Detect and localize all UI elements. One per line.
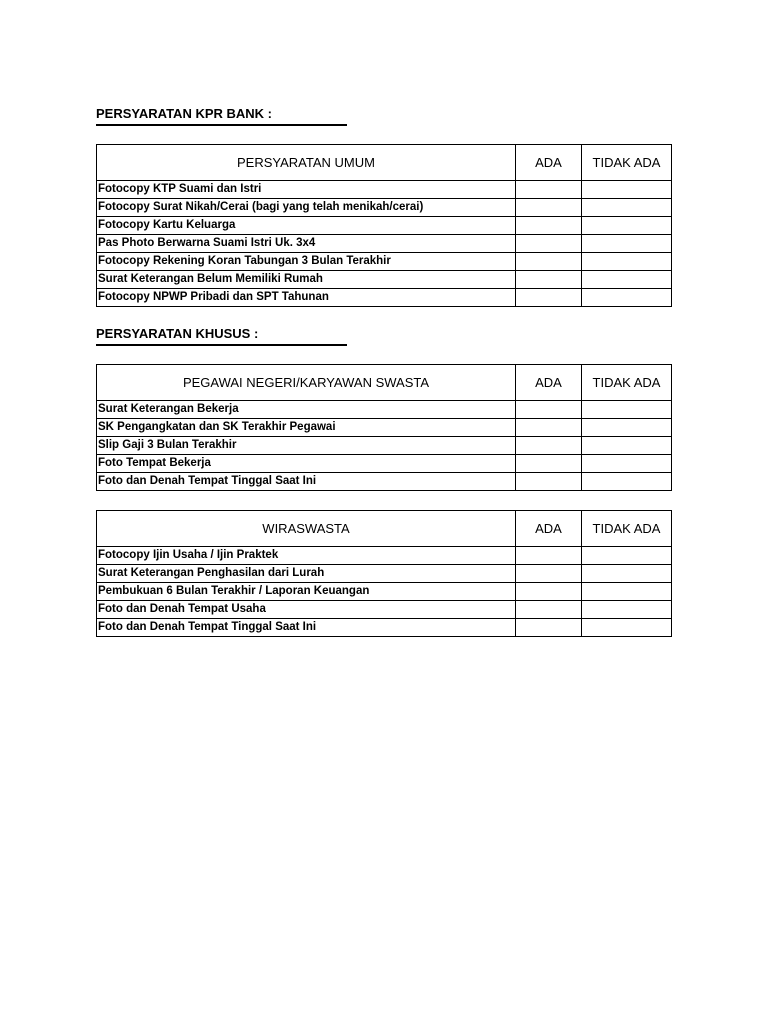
column-header-item: PEGAWAI NEGERI/KARYAWAN SWASTA <box>97 365 516 401</box>
table-row <box>97 401 672 419</box>
table-row <box>97 289 672 307</box>
ada-cell[interactable] <box>516 289 582 307</box>
table-row <box>97 619 672 637</box>
requirement-label: Fotocopy Kartu Keluarga <box>97 217 516 235</box>
table-row <box>97 565 672 583</box>
table-row <box>97 455 672 473</box>
table-row <box>97 253 672 271</box>
tidak-ada-cell[interactable] <box>582 455 672 473</box>
requirement-label: Fotocopy KTP Suami dan Istri <box>97 181 516 199</box>
requirement-label: Fotocopy Rekening Koran Tabungan 3 Bulan Terakhir <box>97 253 516 271</box>
requirement-label: Foto dan Denah Tempat Usaha <box>97 601 516 619</box>
table-row <box>97 437 672 455</box>
tidak-ada-cell[interactable] <box>582 419 672 437</box>
table-pegawai <box>96 364 672 491</box>
column-header-tidak-ada: TIDAK ADA <box>582 145 672 181</box>
ada-cell[interactable] <box>516 547 582 565</box>
ada-cell[interactable] <box>516 455 582 473</box>
ada-cell[interactable] <box>516 419 582 437</box>
requirement-label: Surat Keterangan Belum Memiliki Rumah <box>97 271 516 289</box>
tidak-ada-cell[interactable] <box>582 437 672 455</box>
section-title-khusus: PERSYARATAN KHUSUS : <box>96 326 347 346</box>
requirement-label: Foto dan Denah Tempat Tinggal Saat Ini <box>97 619 516 637</box>
column-header-tidak-ada: TIDAK ADA <box>582 365 672 401</box>
table-header-row <box>97 145 672 181</box>
requirement-label: Pembukuan 6 Bulan Terakhir / Laporan Keuangan <box>97 583 516 601</box>
ada-cell[interactable] <box>516 601 582 619</box>
requirement-label: Fotocopy Surat Nikah/Cerai (bagi yang telah menikah/cerai) <box>97 199 516 217</box>
tidak-ada-cell[interactable] <box>582 253 672 271</box>
requirement-label: Foto Tempat Bekerja <box>97 455 516 473</box>
ada-cell[interactable] <box>516 181 582 199</box>
table-row <box>97 271 672 289</box>
table-row <box>97 419 672 437</box>
ada-cell[interactable] <box>516 583 582 601</box>
table-header-row <box>97 365 672 401</box>
table-row <box>97 583 672 601</box>
requirement-label: Fotocopy NPWP Pribadi dan SPT Tahunan <box>97 289 516 307</box>
ada-cell[interactable] <box>516 217 582 235</box>
tidak-ada-cell[interactable] <box>582 401 672 419</box>
table-row <box>97 181 672 199</box>
requirement-label: Surat Keterangan Bekerja <box>97 401 516 419</box>
requirement-label: Fotocopy Ijin Usaha / Ijin Praktek <box>97 547 516 565</box>
tidak-ada-cell[interactable] <box>582 199 672 217</box>
table-row <box>97 235 672 253</box>
tidak-ada-cell[interactable] <box>582 235 672 253</box>
ada-cell[interactable] <box>516 401 582 419</box>
table-row <box>97 473 672 491</box>
requirement-label: SK Pengangkatan dan SK Terakhir Pegawai <box>97 419 516 437</box>
table-persyaratan-umum <box>96 144 672 307</box>
table-row <box>97 199 672 217</box>
column-header-item: WIRASWASTA <box>97 511 516 547</box>
ada-cell[interactable] <box>516 437 582 455</box>
tidak-ada-cell[interactable] <box>582 473 672 491</box>
tidak-ada-cell[interactable] <box>582 271 672 289</box>
column-header-ada: ADA <box>516 365 582 401</box>
requirement-label: Slip Gaji 3 Bulan Terakhir <box>97 437 516 455</box>
ada-cell[interactable] <box>516 565 582 583</box>
section-title-kpr: PERSYARATAN KPR BANK : <box>96 106 347 126</box>
ada-cell[interactable] <box>516 235 582 253</box>
table-row <box>97 601 672 619</box>
table-row <box>97 547 672 565</box>
column-header-ada: ADA <box>516 145 582 181</box>
tidak-ada-cell[interactable] <box>582 601 672 619</box>
tidak-ada-cell[interactable] <box>582 289 672 307</box>
ada-cell[interactable] <box>516 271 582 289</box>
tidak-ada-cell[interactable] <box>582 217 672 235</box>
ada-cell[interactable] <box>516 199 582 217</box>
column-header-tidak-ada: TIDAK ADA <box>582 511 672 547</box>
requirement-label: Surat Keterangan Penghasilan dari Lurah <box>97 565 516 583</box>
column-header-item: PERSYARATAN UMUM <box>97 145 516 181</box>
ada-cell[interactable] <box>516 473 582 491</box>
table-wiraswasta <box>96 510 672 637</box>
tidak-ada-cell[interactable] <box>582 565 672 583</box>
column-header-ada: ADA <box>516 511 582 547</box>
tidak-ada-cell[interactable] <box>582 583 672 601</box>
tidak-ada-cell[interactable] <box>582 547 672 565</box>
ada-cell[interactable] <box>516 619 582 637</box>
table-header-row <box>97 511 672 547</box>
table-row <box>97 217 672 235</box>
requirement-label: Pas Photo Berwarna Suami Istri Uk. 3x4 <box>97 235 516 253</box>
tidak-ada-cell[interactable] <box>582 181 672 199</box>
requirement-label: Foto dan Denah Tempat Tinggal Saat Ini <box>97 473 516 491</box>
ada-cell[interactable] <box>516 253 582 271</box>
tidak-ada-cell[interactable] <box>582 619 672 637</box>
